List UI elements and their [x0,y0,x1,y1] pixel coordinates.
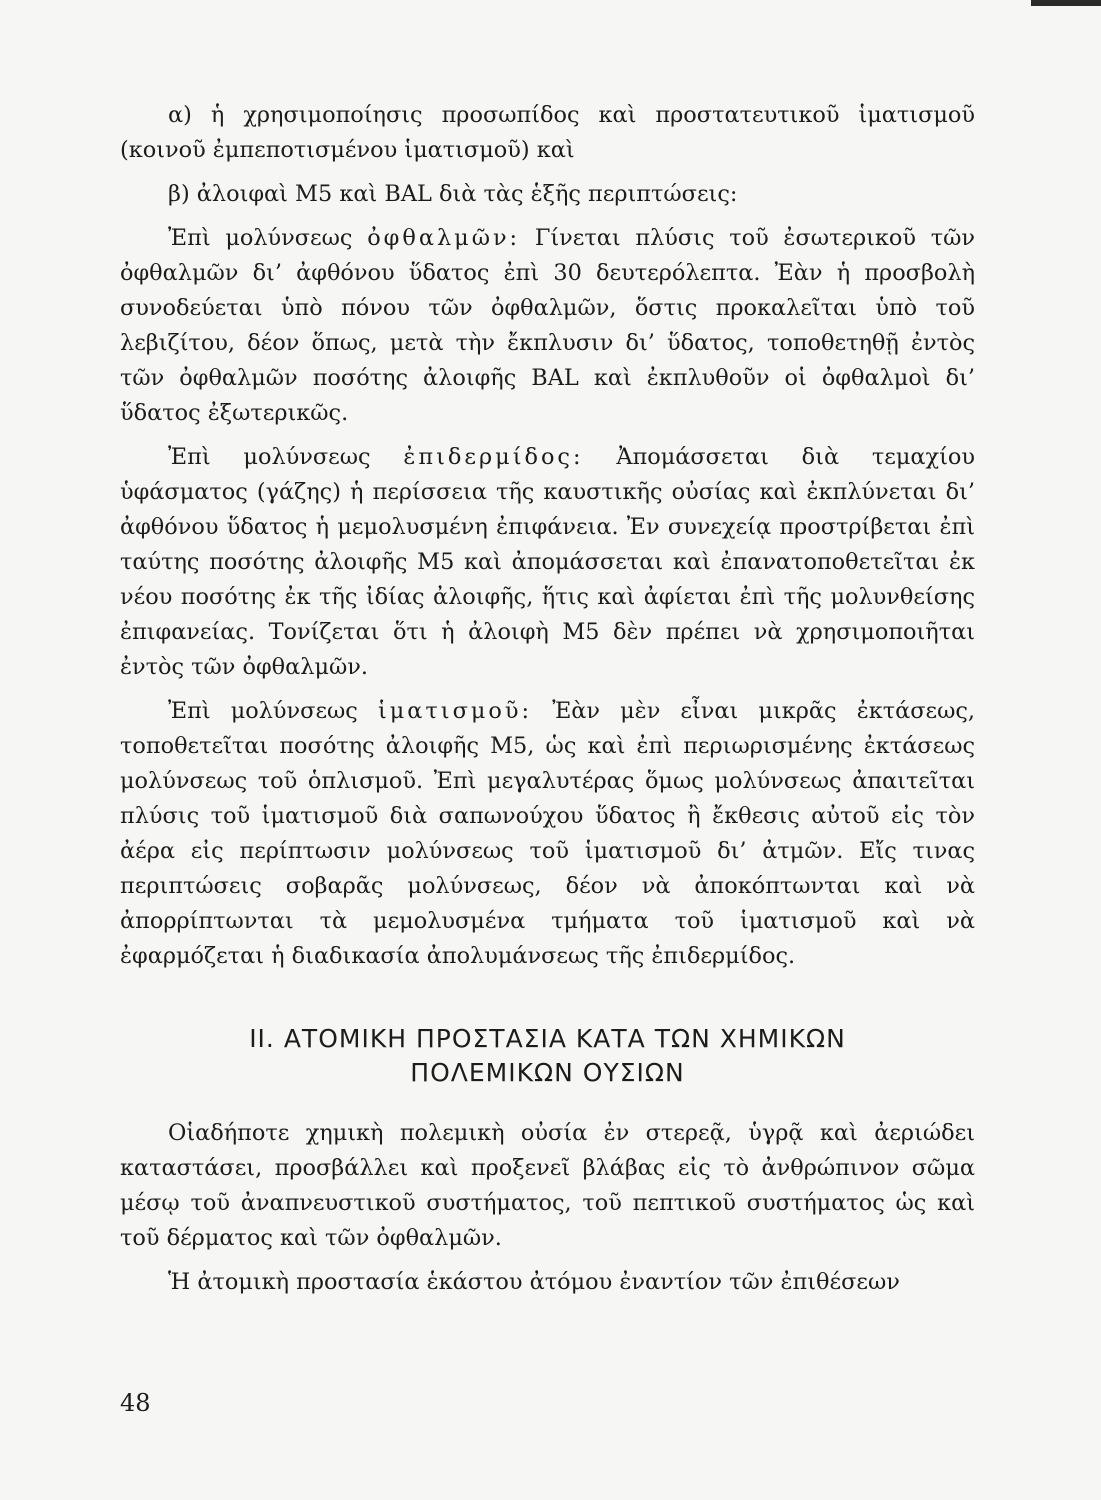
skin-contamination-text: Ἀπομάσσεται διὰ τεμαχίου ὑφάσματος (γάζης) ἡ περίσσεια τῆς καυστικῆς οὐσίας καὶ ἐκπλύνεται δι’ ἀφθόνου ὕδατος ἡ μεμολυσμένη ἐπιφάνεια. Ἐν συνεχείᾳ προστρίβεται ἐπὶ ταύτης ποσότης ἀλοιφῆς Μ5 καὶ ἀπομάσσεται καὶ ἐπανατοποθετεῖται ἐκ νέου ποσότης ἐκ τῆς ἰδίας ἀλοιφῆς, ἥτις καὶ ἀφίεται ἐπὶ τῆς μολυνθείσης ἐπιφανείας. Τονίζεται ὅτι ἡ ἀλοιφὴ Μ5 δὲν πρέπει νὰ χρησιμοποιῆται ἐντὸς τῶν ὀφθαλμῶν. [120,444,975,680]
paragraph-skin-contamination [120,440,975,685]
contamination-lead: Ἐπὶ μολύνσεως [168,225,353,251]
paragraph-eye-contamination [120,221,975,431]
page-body [120,98,975,1300]
contamination-lead: Ἐπὶ μολύνσεως [168,698,358,724]
contamination-lead: Ἐπὶ μολύνσεως [168,444,371,470]
subheading-skin: ἐπιδερμίδος: [403,444,584,470]
paragraph-individual-protection: Ἡ ἀτομικὴ προστασία ἑκάστου ἀτόμου ἐναντίον τῶν ἐπιθέσεων [168,1269,900,1295]
page-number: 48 [120,1389,151,1417]
paragraph-clothing-contamination [120,694,975,974]
section-heading [120,1022,975,1090]
paragraph-b-ointments: β) ἀλοιφαὶ Μ5 καὶ BAL διὰ τὰς ἑξῆς περιπτώσεις: [168,181,738,207]
eye-contamination-text: Γίνεται πλύσις τοῦ ἐσωτερικοῦ τῶν ὀφθαλμῶν δι’ ἀφθόνου ὕδατος ἐπὶ 30 δευτερόλεπτα. Ἐὰν ἡ προσβολὴ συνοδεύεται ὑπὸ πόνου τῶν ὀφθαλμῶν, ὅστις προκαλεῖται ὑπὸ τοῦ λεβιζίτου, δέον ὅπως, μετὰ τὴν ἔκπλυσιν δι’ ὕδατος, τοποθετηθῇ ἐντὸς τῶν ὀφθαλμῶν ποσότης ἀλοιφῆς BAL καὶ ἐκπλυθοῦν οἱ ὀφθαλμοὶ δι’ ὕδατος ἐξωτερικῶς. [120,225,975,426]
paragraph-chemical-agents: Οἱαδήποτε χημικὴ πολεμικὴ οὐσία ἐν στερεᾷ, ὑγρᾷ καὶ ἀεριώδει καταστάσει, προσβάλλει καὶ προξενεῖ βλάβας εἰς τὸ ἀνθρώπινον σῶμα μέσῳ τοῦ ἀναπνευστικοῦ συστήματος, τοῦ πεπτικοῦ συστήματος ὡς καὶ τοῦ δέρματος καὶ τῶν ὀφθαλμῶν. [120,1120,975,1251]
paragraph-a-mask-and-clothing: α) ἡ χρησιμοποίησις προσωπίδος καὶ προστατευτικοῦ ἱματισμοῦ (κοινοῦ ἐμπεποτισμένου ἱματισμοῦ) καὶ [120,102,975,163]
subheading-clothing: ἱματισμοῦ: [377,698,533,724]
subheading-eyes: ὀφθαλμῶν: [367,225,521,251]
clothing-contamination-text: Ἐὰν μὲν εἶναι μικρᾶς ἐκτάσεως, τοποθετεῖται ποσότης ἀλοιφῆς Μ5, ὡς καὶ ἐπὶ περιωρισμένης ἐκτάσεως μολύνσεως τοῦ ὁπλισμοῦ. Ἐπὶ μεγαλυτέρας ὅμως μολύνσεως ἀπαιτεῖται πλύσις τοῦ ἱματισμοῦ διὰ σαπωνούχου ὕδατος ἢ ἔκθεσις αὐτοῦ εἰς τὸν ἀέρα εἰς περίπτωσιν μολύνσεως τοῦ ἱματισμοῦ δι’ ἀτμῶν. Εἴς τινας περιπτώσεις σοβαρᾶς μολύνσεως, δέον νὰ ἀποκόπτωνται καὶ νὰ ἀπορρίπτωνται τὰ μεμολυσμένα τμήματα τοῦ ἱματισμοῦ καὶ νὰ ἐφαρμόζεται ἡ διαδικασία ἀπολυμάνσεως τῆς ἐπιδερμίδος. [120,698,976,969]
section-heading-line-1: II. ΑΤΟΜΙΚΗ ΠΡΟΣΤΑΣΙΑ ΚΑΤΑ ΤΩΝ ΧΗΜΙΚΩΝ [249,1024,846,1053]
scan-edge-mark [1031,0,1101,6]
section-heading-line-2: ΠΟΛΕΜΙΚΩΝ ΟΥΣΙΩΝ [410,1058,685,1087]
